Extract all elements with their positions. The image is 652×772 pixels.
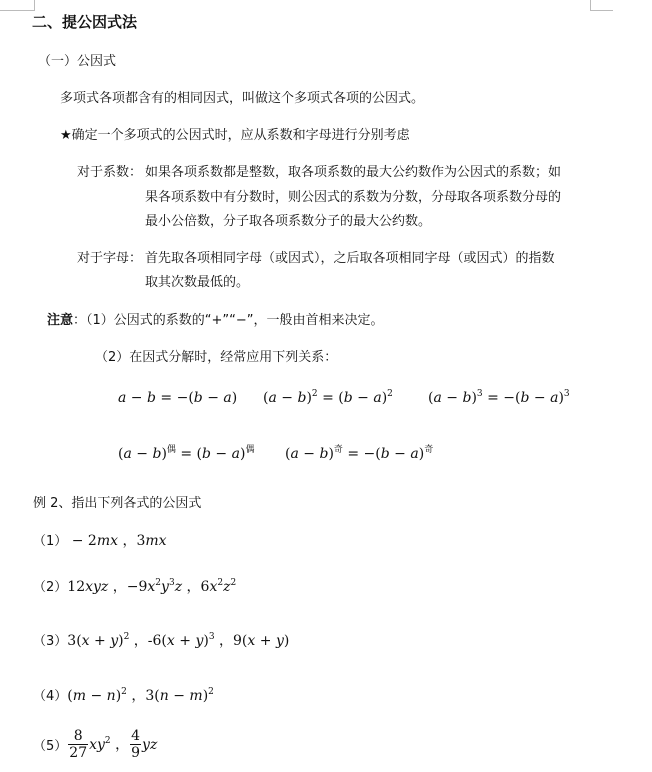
example-item-5: （5） $\frac{8}{27}$ $xy^2$ ， $\frac{4}{9}$ yz [33,728,158,762]
formula-3: $(a - b)^3 = -(b - a)^3$ [428,389,570,406]
formula-1: a − b = −(b − a) [118,390,238,406]
section-title: 二、提公因式法 [32,13,138,31]
letter-label: 对于字母： [77,251,143,266]
coefficient-line-1: 如果各项系数都是整数，取各项系数的最大公约数作为公因式的系数；如 [145,165,562,180]
page-corner-mark-left [0,0,35,11]
example-item-4: $(4)(m - n)^2$ ，$3(n - m)^2$ [33,687,214,704]
example-item-1: （1） − 2mx ，3mx [33,533,167,549]
definition-text: 多项式各项都含有的相同因式，叫做这个多项式各项的公因式。 [60,91,425,106]
example-item-3: $(3)3(x + y)^2$ ，$-6(x + y)^3$ ，9(x + y) [33,632,290,649]
letter-line-2: 取其次数最低的。 [145,275,250,290]
coefficient-line-3: 最小公倍数，分子取各项系数分子的最大公约数。 [145,214,432,229]
note-item-2: （2）在因式分解时，经常应用下列关系： [95,350,338,365]
page-corner-mark-right [590,0,613,11]
note-line-1: 注意：（1）公因式的系数的“+”“−”，一般由首相来决定。 [47,313,384,328]
formula-2: $(a - b)^2 = (b - a)^2$ [263,389,393,406]
letter-line-1: 首先取各项相同字母（或因式），之后取各项相同字母（或因式）的指数 [145,251,555,266]
note-item-1: （1）公因式的系数的“+”“−”，一般由首相来决定。 [86,313,384,328]
note-label: 注意 [47,313,74,328]
formula-5: $(a - b)^奇 = -(b - a)^奇$ [285,445,434,462]
coefficient-label: 对于系数： [77,165,143,180]
example-title: 例 2、指出下列各式的公因式 [33,496,202,511]
subsection-title: （一）公因式 [38,54,117,69]
formula-4: $(a - b)^偶 = (b - a)^偶$ [118,445,255,462]
example-item-2: （2）12xyz ，$-9x^2y^3z$ ，$6x^2z^2$ [33,578,237,595]
key-point-text: ★确定一个多项式的公因式时，应从系数和字母进行分别考虑 [60,128,410,143]
coefficient-line-2: 果各项系数中有分数时，则公因式的系数为分数，分母取各项系数分母的 [145,190,562,205]
